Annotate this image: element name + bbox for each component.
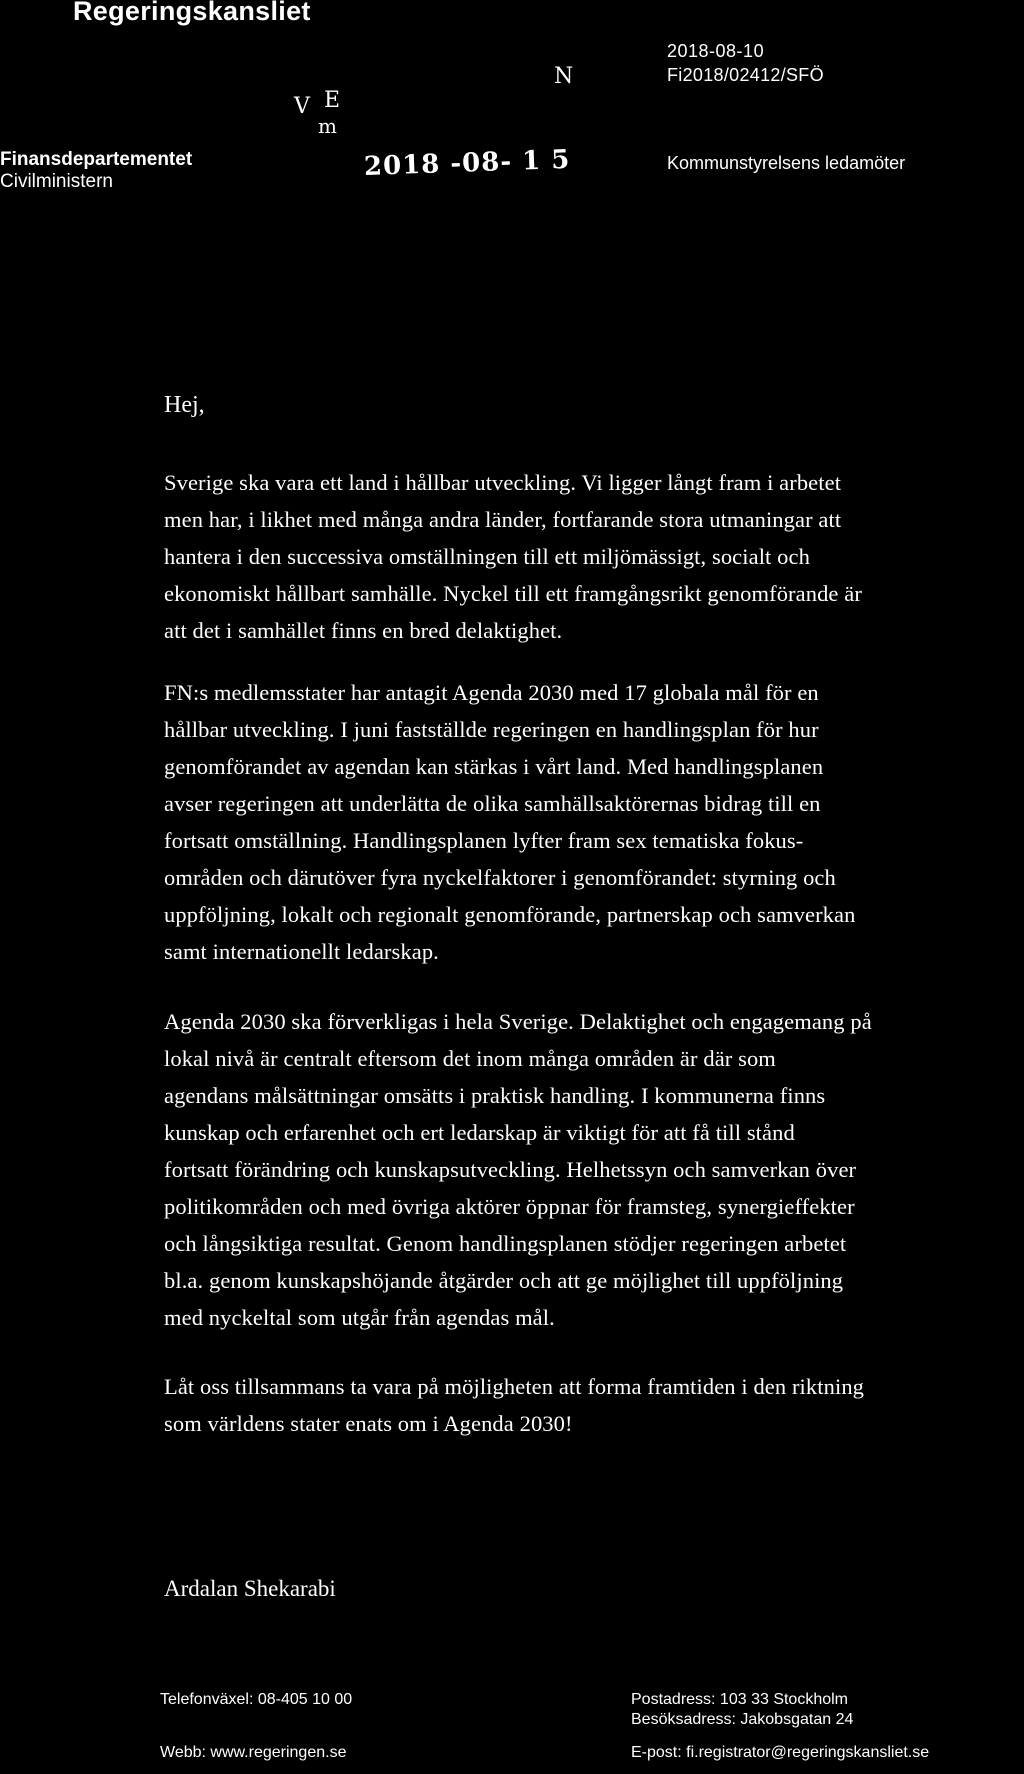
footer-web: Webb: www.regeringen.se <box>160 1744 347 1761</box>
brand-name: Regeringskansliet <box>73 0 311 26</box>
reference-number: Fi2018/02412/SFÖ <box>667 65 824 85</box>
recipient: Kommunstyrelsens ledamöter <box>667 153 906 173</box>
letter-date: 2018-08-10 <box>667 41 765 61</box>
letter-paragraph-3: Agenda 2030 ska förverkligas i hela Sverige. Delaktighet och engagemang på lokal nivå är centralt eftersom det inom många områden är där som agendans målsättningar omsätts i praktisk handling. I kommunerna finns kunskap och erfarenhet och ert ledarskap är viktigt för att få till stånd fortsatt förändring och kunskapsutveckling. Helhetssyn och samverkan över politikområden och med övriga aktörer öppnar för framsteg, synergieffekter och långsiktiga resultat. Genom handlingsplanen stödjer regeringen arbetet bl.a. genom kunskapshöjande åtgärder och att ge möjlighet till uppföljning med nyckeltal som utgår från agendas mål. <box>164 1009 872 1330</box>
footer-visit-address: Besöksadress: Jakobsgatan 24 <box>631 1711 854 1728</box>
footer-postal-address: Postadress: 103 33 Stockholm <box>631 1691 849 1708</box>
stamp-mark-v: V <box>294 94 310 119</box>
received-date-stamp: 2018 -08- 1 5 <box>363 144 571 182</box>
letter-paragraph-2: FN:s medlemsstater har antagit Agenda 2030 med 17 globala mål för en hållbar utveckling. I juni fastställde regeringen en handlingsplan för hur genomförandet av agendan kan stärkas i vårt land. Med handlingsplanen avser regeringen att underlätta de olika samhällsaktörernas bidrag till en fortsatt omställning. Handlingsplanen lyfter fram sex tematiska fokus- områden och därutöver fyra nyckelfaktorer i genomförandet: styrning och uppföljning, lokalt och regionalt genomförande, partnerskap och samverkan samt internationellt ledarskap. <box>164 680 856 964</box>
minister-title: Civilministern <box>0 171 113 192</box>
footer-email: E-post: fi.registrator@regeringskansliet.se <box>631 1744 930 1761</box>
stamp-mark-m: m <box>318 114 337 138</box>
letter-paragraph-1: Sverige ska vara ett land i hållbar utveckling. Vi ligger långt fram i arbetet men har, i likhet med många andra länder, fortfarande stora utmaningar att hantera i den successiva omställningen till ett miljömässigt, socialt och ekonomiskt hållbart samhälle. Nyckel till ett framgångsrikt genomförande är att det i samhället finns en bred delaktighet. <box>164 470 862 643</box>
footer-phone: Telefonväxel: 08-405 10 00 <box>160 1691 353 1708</box>
stamp-mark-n: N <box>554 64 574 89</box>
stamp-mark-e: E <box>324 88 341 113</box>
greeting: Hej, <box>164 392 205 418</box>
letter-paragraph-4: Låt oss tillsammans ta vara på möjligheten att forma framtiden i den riktning som världens stater enats om i Agenda 2030! <box>164 1374 865 1436</box>
department-name: Finansdepartementet <box>0 149 193 170</box>
signature-name: Ardalan Shekarabi <box>164 1576 336 1601</box>
